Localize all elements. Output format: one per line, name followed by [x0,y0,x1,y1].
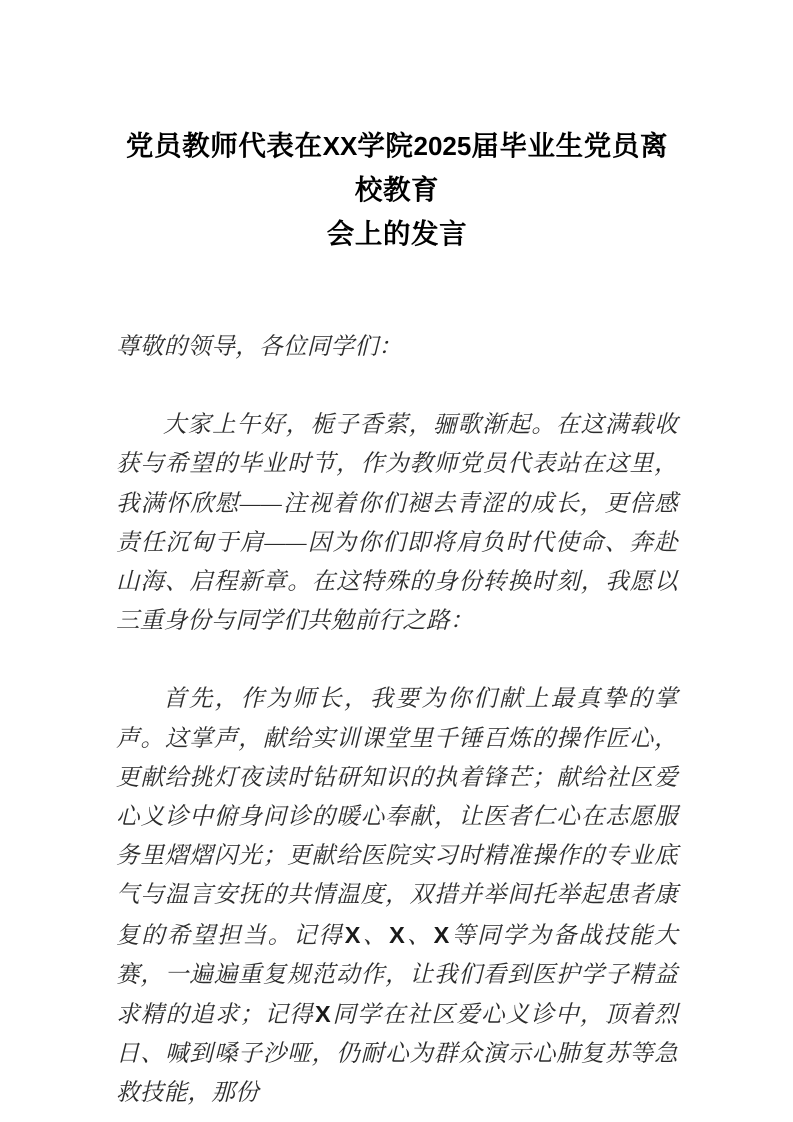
student-placeholder: X [344,921,361,948]
student-placeholder: X [314,1001,331,1028]
document-body [116,328,678,1114]
student-placeholder: X [389,921,405,948]
paragraph-salutation: 尊敬的领导，各位同学们： [116,334,403,360]
title-line-2: 会上的发言 [326,218,468,249]
paragraph-opening: 大家上午好，栀子香萦，骊歌渐起。在这满载收获与希望的毕业时节，作为教师党员代表站在这里，我满怀欣慰——注视着你们褪去青涩的成长，更倍感责任沉甸于肩——因为你们即将肩负时代使命、奔赴山海、启程新章。在这特殊的身份转换时刻，我愿以三重身份与同学们共勉前行之路： [116,412,678,635]
student-placeholder: X [433,921,450,948]
document-title [116,0,678,256]
paragraph-first-role: 首先，作为师长，我要为你们献上最真挚的掌声。这掌声，献给实训课堂里千锤百炼的操作匠心，更献给挑灯夜读时钻研知识的执着锋芒；献给社区爱心义诊中俯身问诊的暖心奉献，让医者仁心在志愿服务里熠熠闪光；更献给医院实习时精准操作的专业底气与温言安抚的共情温度，双措并举间托举起患者康复的希望担当。记得X、X、X等同学为备战技能大赛，一遍遍重复规范动作，让我们看到医护学子精益求精的追求；记得X同学在社区爱心义诊中，顶着烈日、喊到嗓子沙哑，仍耐心为群众演示心肺复苏等急救技能，那份 [116,686,678,1107]
title-placeholder-institution: XX [322,131,358,161]
document-content [116,0,678,1114]
title-line-1: 党员教师代表在XX学院2025届毕业生党员离校教育 [125,130,669,205]
title-year: 2025 [413,131,472,161]
